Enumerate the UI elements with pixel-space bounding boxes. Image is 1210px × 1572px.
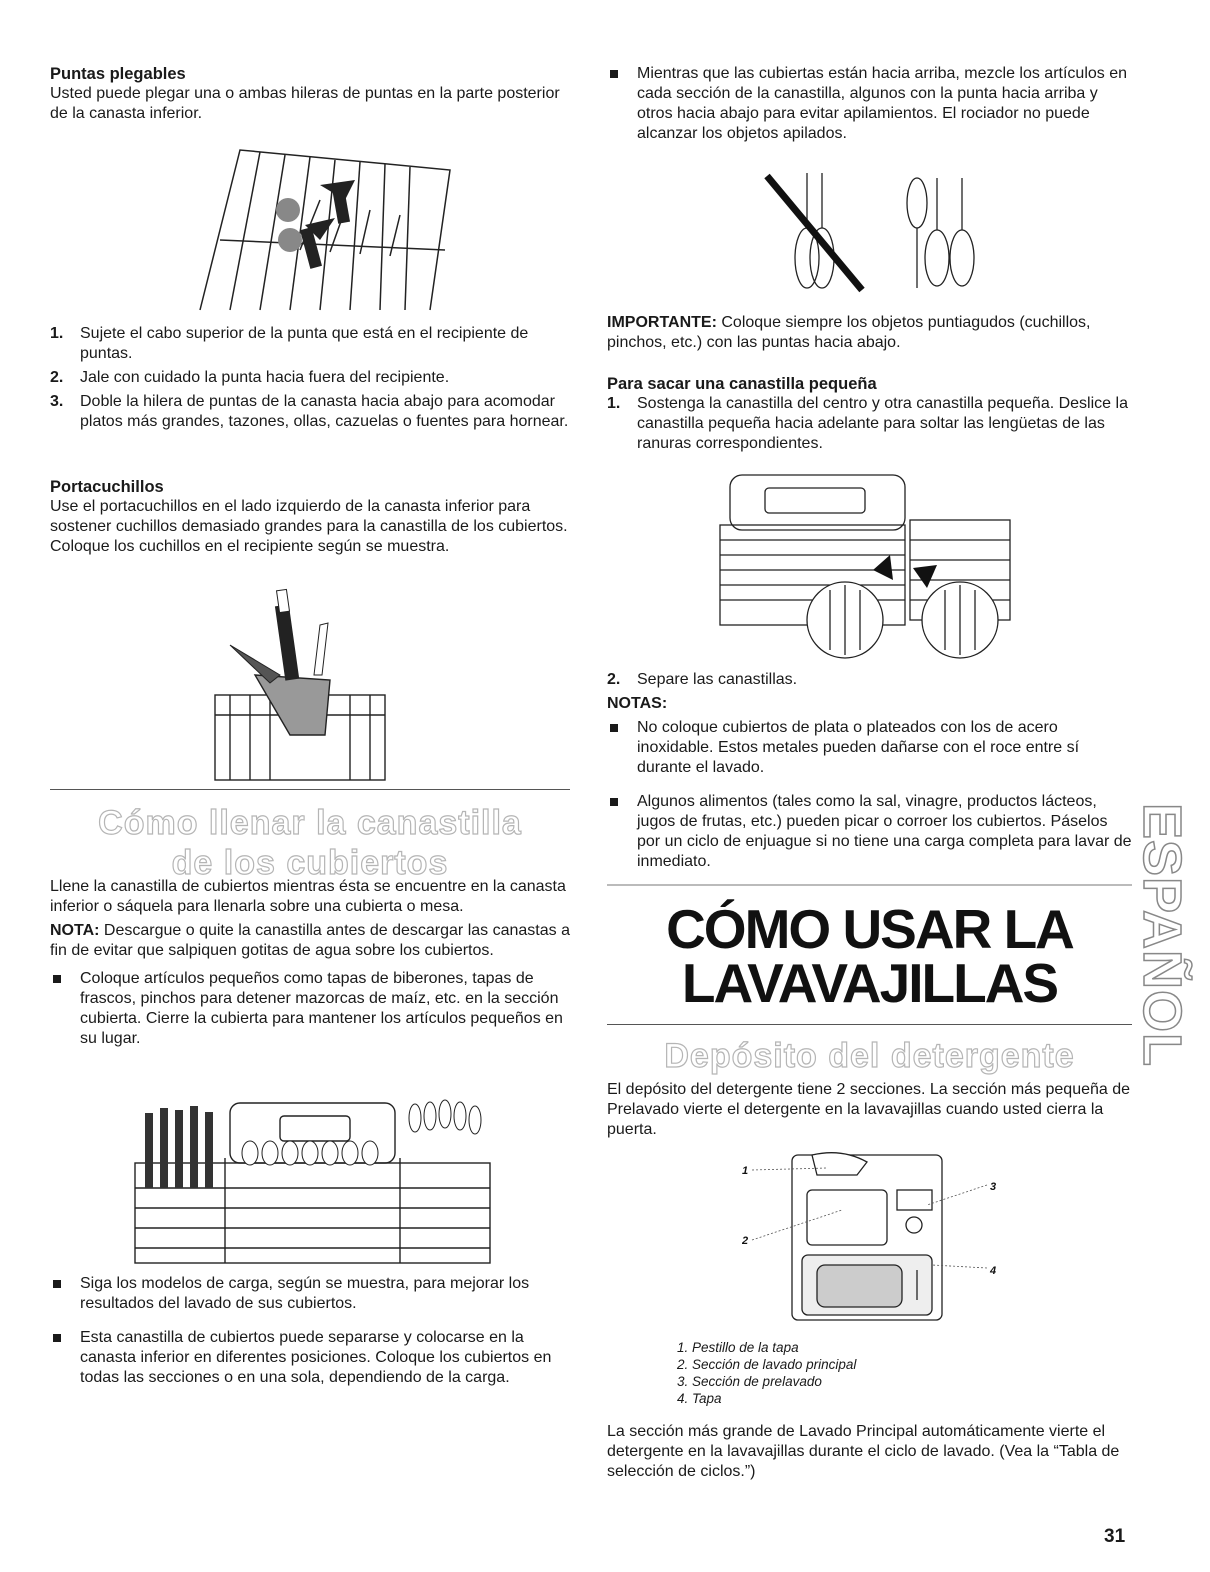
mix-items-bullet: Mientras que las cubiertas están hacia arriba, mezcle los artículos en cada sección de la canastilla, algunos con la punta hacia arriba y otros hacia abajo para evitar apilamientos. El rociador no puede alcanzar los objetos apilados. (607, 64, 1132, 144)
stacking-illustration (757, 168, 987, 298)
caption-3: 3. Sección de prelavado (677, 1374, 822, 1389)
silverware-intro: Llene la canastilla de cubiertos mientras ésta se encuentre en la canasta inferior o sáquela para llenarla sobre una cubierta o mesa. (50, 878, 566, 915)
folding-tines-intro: Usted puede plegar una o ambas hileras de puntas en la parte posterior de la canasta inferior. (50, 85, 560, 122)
knife-holder-heading: Portacuchillos (50, 478, 164, 496)
remove-small-heading: Para sacar una canastilla pequeña (607, 375, 877, 393)
page-number: 31 (1104, 1526, 1126, 1547)
silverware-bullet-3: Esta canastilla de cubiertos puede separarse y colocarse en la canasta inferior en diferentes posiciones. Coloque los cubiertos en todas las secciones o en una sola, dependiendo de la carga. (50, 1328, 570, 1388)
how-to-use-title: CÓMO USAR LA LAVAVAJILLAS (666, 898, 1073, 1014)
folding-tines-illustration (170, 140, 470, 315)
silverware-section-title: Cómo llenar la canastilla de los cubiertos (98, 804, 522, 882)
caption-2: 2. Sección de lavado principal (677, 1357, 857, 1372)
folding-step-2: 2. Jale con cuidado la punta hacia fuera del recipiente. (50, 369, 450, 386)
remove-step-2: 2. Separe las canastillas. (607, 671, 798, 688)
folding-tines-section (50, 64, 570, 124)
section-divider-right (607, 1024, 1132, 1025)
detergent-intro: El depósito del detergente tiene 2 secciones. La sección más pequeña de Prelavado vierte el detergente en la lavavajillas cuando usted cierra la puerta. (607, 1081, 1131, 1138)
detergent-dispenser-illustration (742, 1150, 1002, 1325)
remove-step-1: 1. Sostenga la canastilla del centro y otra canastilla pequeña. Deslice la canastilla pequeña hacia adelante para soltar las lengüetas de las ranuras correspondientes. (607, 395, 1128, 452)
language-side-tab: ESPAÑOL (1132, 802, 1192, 1067)
section-divider-left (50, 789, 570, 790)
folding-tines-heading: Puntas plegables (50, 65, 186, 83)
callout-1: 1 (742, 1165, 749, 1177)
detergent-section-title: Depósito del detergente (664, 1037, 1075, 1075)
silverware-basket-illustration (130, 1098, 495, 1268)
important-note: IMPORTANTE: Coloque siempre los objetos puntiagudos (cuchillos, pinchos, etc.) con las puntas hacia abajo. (607, 314, 1091, 351)
remove-small-basket-section (607, 374, 1132, 454)
knife-holder-section (50, 477, 570, 557)
notes-label: NOTAS: (607, 695, 668, 712)
folding-tines-steps (50, 324, 570, 432)
separate-baskets-illustration (715, 470, 1015, 660)
detergent-closing: La sección más grande de Lavado Principal automáticamente vierte el detergente en la lavavajillas durante el ciclo de lavado. (Vea la “Tabla de selección de ciclos.”) (607, 1423, 1120, 1480)
caption-4: 4. Tapa (677, 1391, 722, 1406)
caption-1: 1. Pestillo de la tapa (677, 1340, 799, 1355)
folding-step-1: 1. Sujete el cabo superior de la punta que está en el recipiente de puntas. (50, 325, 529, 362)
silverware-bullet-2: Siga los modelos de carga, según se muestra, para mejorar los resultados del lavado de sus cubiertos. (50, 1274, 570, 1314)
note-bullet-2: Algunos alimentos (tales como la sal, vinagre, productos lácteos, jugos de frutas, etc.) pueden picar o corroer los cubiertos. Páselos por un ciclo de enjuague si no tiene una carga completa para lavar de inmediato. (607, 792, 1132, 872)
note-bullet-1: No coloque cubiertos de plata o plateados con los de acero inoxidable. Estos metales pueden dañarse con el roce entre sí durante el lavado. (607, 718, 1132, 778)
dotted-divider (607, 884, 1132, 886)
callout-3: 3 (990, 1181, 997, 1193)
dispenser-captions (677, 1339, 1132, 1407)
silverware-note: NOTA: Descargue o quite la canastilla antes de descargar las canastas a fin de evitar que salpiquen gotitas de agua sobre los cubiertos. (50, 922, 570, 959)
callout-2: 2 (742, 1235, 749, 1247)
knife-holder-body: Use el portacuchillos en el lado izquierdo de la canasta inferior para sostener cuchillos demasiado grandes para la canastilla de los cubiertos. Coloque los cuchillos en el recipiente según se muestra. (50, 498, 568, 555)
folding-step-3: 3. Doble la hilera de puntas de la canasta hacia abajo para acomodar platos más grandes, tazones, ollas, cazuelas o fuentes para hornear. (50, 393, 569, 430)
callout-4: 4 (990, 1265, 997, 1277)
silverware-bullet-1: Coloque artículos pequeños como tapas de biberones, tapas de frascos, pinchos para detener mazorcas de maíz, etc. en la sección cubierta. Cierre la cubierta para mantener los artículos pequeños en su lugar. (50, 969, 570, 1049)
knife-holder-illustration (210, 585, 390, 783)
